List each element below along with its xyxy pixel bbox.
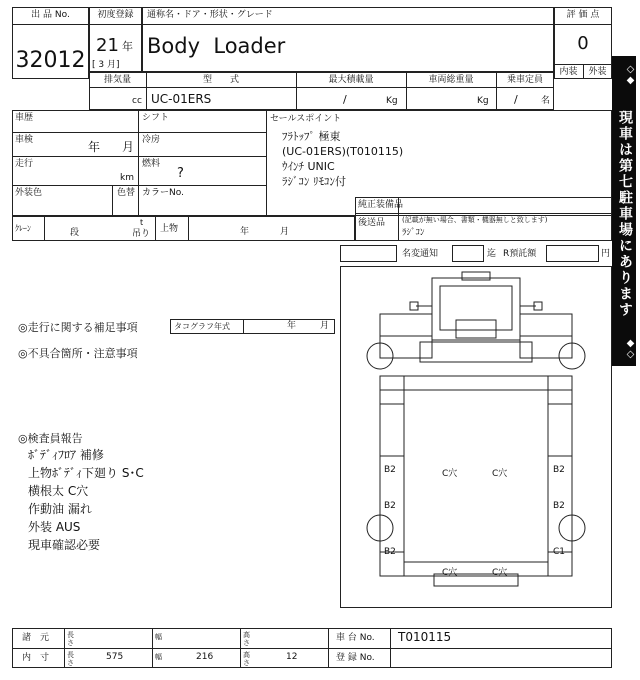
score-value: 0: [577, 33, 589, 54]
delivery-value: ﾗｼﾞｺﾝ: [402, 228, 425, 238]
cab-roof: [440, 286, 512, 330]
color-no-label: カラーNo.: [142, 188, 184, 198]
max-load-label: 最大積載量: [328, 75, 374, 85]
inspector-note: 作動油 漏れ: [28, 502, 92, 516]
model-type-label: 型 式: [202, 75, 239, 85]
stage-unit: 段: [70, 228, 80, 238]
name-change-label: 名変通知: [402, 249, 439, 259]
inspector-note: 現車確認必要: [28, 538, 101, 552]
inspection-month-unit: 月: [122, 140, 135, 154]
spec-label: 諸 元: [22, 633, 50, 643]
ext-color-label: 外装色: [15, 188, 43, 198]
tacho-label: タコグラフ年式: [174, 322, 230, 331]
inspector-note: 外装 AUS: [28, 520, 81, 534]
damage-mark: C穴: [492, 568, 508, 578]
defects-label: ◎不具合箇所・注意事項: [18, 347, 138, 360]
capacity-value: /: [514, 93, 518, 106]
bed-right-front: [548, 376, 572, 390]
hoist-label: 吊り: [132, 229, 151, 239]
damage-mark: B2: [384, 465, 396, 475]
yen-unit: 円: [601, 249, 611, 259]
crane-row: [12, 216, 355, 241]
first-registration-year: 21: [96, 35, 119, 56]
max-load-value: /: [343, 93, 347, 106]
color-change-label: 色替: [117, 188, 136, 198]
inner-length: 575: [106, 652, 124, 662]
sales-point-line: ｳｲﾝﾁ UNIC: [282, 160, 335, 173]
inspector-note: 横根太 C穴: [28, 484, 89, 498]
lift-month-unit: 月: [280, 227, 290, 237]
sales-point-line: ﾗｼﾞｺﾝ ﾘﾓｺﾝ付: [282, 175, 346, 188]
truck-diagram: [340, 266, 612, 608]
width-label: 幅: [155, 633, 162, 641]
shift-label: シフト: [142, 113, 170, 123]
inspector-note: ﾎﾞﾃﾞｨﾌﾛｱ 補修: [28, 448, 104, 462]
damage-mark: B2: [553, 501, 565, 511]
fuel-value: ?: [177, 166, 184, 181]
chassis-no: T010115: [398, 630, 452, 644]
damage-mark: B2: [384, 547, 396, 557]
gross-weight-unit: Kg: [477, 96, 489, 106]
inspection-label: 車検: [15, 135, 34, 145]
model-type-value: UC-01ERS: [151, 92, 212, 106]
exterior-label: 外装: [588, 67, 607, 77]
width-label: 幅: [155, 653, 162, 661]
cab-outline: [432, 278, 520, 340]
first-registration-month: [ 3 月]: [92, 60, 120, 70]
damage-mark: B2: [553, 465, 565, 475]
length-label: 長さ: [67, 651, 74, 667]
cab-back: [420, 342, 532, 362]
driving-remarks-label: ◎走行に関する補足事項: [18, 321, 138, 334]
damage-mark: B2: [384, 501, 396, 511]
capacity-label: 乗車定員: [506, 75, 543, 85]
notice-box-1: [340, 245, 397, 262]
interior-label: 内装: [559, 67, 578, 77]
first-registration-label: 初度登録: [97, 10, 134, 20]
inner-height: 12: [286, 652, 298, 662]
lot-number-label: 出 品 No.: [31, 10, 70, 20]
km-unit: km: [120, 173, 134, 183]
name-change-box: [452, 245, 484, 262]
banner-marks-bottom: ◆◇: [625, 338, 636, 360]
lift-year-unit: 年: [240, 227, 250, 237]
equipment-label: 純正装備品: [358, 200, 404, 210]
max-load-unit: Kg: [386, 96, 398, 106]
tacho-month-unit: 月: [320, 321, 330, 331]
sales-points-label: セールスポイント: [270, 114, 342, 124]
sales-point-line: ﾌﾗﾄｯﾌﾟ 極東: [282, 130, 341, 143]
model-name-label: 通称名・ドア・形状・グレード: [147, 10, 273, 20]
banner-marks-top: ◇◆: [625, 64, 636, 86]
inspector-label: ◎検査員報告: [18, 432, 83, 445]
sales-point-line: (UC-01ERS)(T010115): [282, 145, 404, 158]
cc-unit: cc: [132, 96, 142, 106]
mileage-label: 走行: [15, 159, 34, 169]
crane-label: ｸﾚｰﾝ: [15, 224, 31, 233]
delivery-label: 後送品: [358, 218, 386, 228]
damage-mark: C1: [553, 547, 566, 557]
height-label: 高さ: [243, 631, 250, 647]
banner-text: 現車は第七駐車場にあります: [617, 110, 633, 318]
registration-label: 登 録 No.: [336, 653, 375, 663]
lift-label: 上物: [160, 224, 179, 234]
cab-mirror-bar: [462, 272, 490, 280]
gross-weight-label: 車両総重量: [428, 75, 474, 85]
tacho-year-unit: 年: [287, 321, 297, 331]
transfer-label: 迄: [487, 249, 497, 259]
chassis-label: 車 台 No.: [336, 633, 375, 643]
length-label: 長さ: [67, 631, 74, 647]
lot-number: 32012: [15, 48, 86, 73]
damage-mark: C穴: [442, 469, 458, 479]
height-label: 高さ: [243, 651, 250, 667]
ton-unit: t: [140, 218, 144, 227]
bed-outline: [380, 376, 572, 576]
damage-mark: C穴: [442, 568, 458, 578]
capacity-unit: 名: [541, 96, 551, 106]
inner-width: 216: [196, 652, 214, 662]
inner-label: 内 寸: [22, 653, 50, 663]
ac-label: 冷房: [142, 135, 161, 145]
delivery-note: (記載が無い場合、書類・機器無しと致します): [402, 216, 548, 224]
damage-mark: C穴: [492, 469, 508, 479]
cab-window: [456, 320, 496, 338]
year-unit: 年: [122, 40, 133, 53]
inspector-note: 上物ﾎﾞﾃﾞｨ下廻り S･C: [28, 466, 144, 480]
displacement-label: 排気量: [103, 75, 131, 85]
fuel-label: 燃料: [142, 159, 161, 169]
model-name: Body Loader: [147, 34, 286, 58]
bed-left-front: [380, 376, 404, 390]
bed-floor: [404, 376, 548, 576]
score-label: 評 価 点: [566, 10, 600, 20]
history-label: 車歴: [15, 113, 34, 123]
r-deposit-box: [546, 245, 599, 262]
r-deposit-label: R預託額: [503, 249, 537, 259]
inspection-year-unit: 年: [88, 140, 101, 154]
